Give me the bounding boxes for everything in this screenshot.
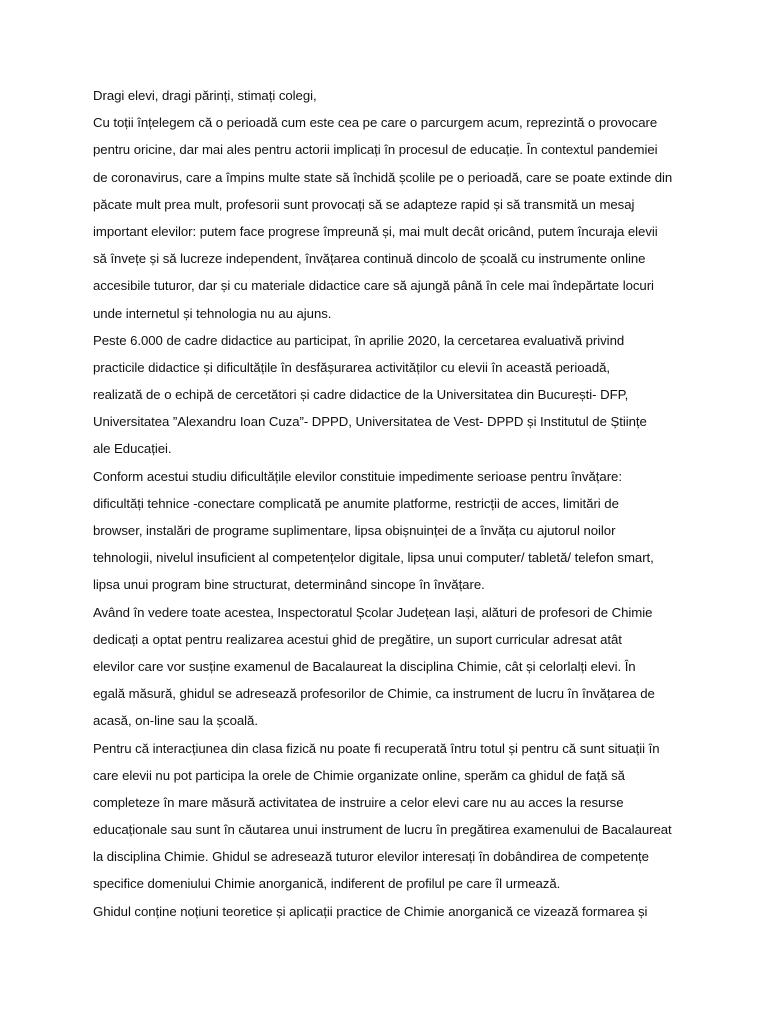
text-line: Având în vedere toate acestea, Inspectoratul Școlar Județean Iași, alături de profesori de Chimie: [93, 604, 653, 620]
text-line: pentru oricine, dar mai ales pentru actorii implicați în procesul de educație. În contextul pandemiei: [93, 142, 658, 158]
text-line: practicile didactice și dificultățile în desfășurarea activităților cu elevii în această perioadă,: [93, 359, 611, 375]
text-line: educaționale sau sunt în căutarea unui instrument de lucru în pregătirea examenului de Bacalaureat: [93, 822, 672, 838]
text-line: la disciplina Chimie. Ghidul se adresează tuturor elevilor interesați în dobândirea de competențe: [93, 849, 649, 865]
text-line: tehnologii, nivelul insuficient al competențelor digitale, lipsa unui computer/ tabletă/ telefon smart,: [93, 550, 654, 566]
text-line: browser, instalări de programe suplimentare, lipsa obișnuinței de a învăța cu ajutorul noilor: [93, 523, 616, 538]
text-line: Cu toții înțelegem că o perioadă cum este cea pe care o parcurgem acum, reprezintă o provocare: [93, 115, 658, 131]
text-line: Ghidul conține noțiuni teoretice și aplicații practice de Chimie anorganică ce vizează formarea și: [93, 903, 648, 919]
text-line: important elevilor: putem face progrese împreună și, mai mult decât oricând, putem încuraja elevii: [93, 223, 658, 239]
text-line: Peste 6.000 de cadre didactice au participat, în aprilie 2020, la cercetarea evaluativă privind: [93, 332, 625, 348]
text-line: lipsa unui program bine structurat, determinând sincope în învățare.: [93, 577, 485, 593]
text-line: ale Educației.: [93, 441, 172, 457]
text-line: de coronavirus, care a împins multe state să închidă școlile pe o perioadă, care se poate extinde din: [93, 169, 673, 185]
text-line: acasă, on-line sau la școală.: [93, 713, 258, 729]
text-line: accesibile tuturor, dar și cu materiale didactice care să ajungă până în cele mai îndepărtate locuri: [93, 278, 654, 294]
text-line: Conform acestui studiu dificultățile elevilor constituie impedimente serioase pentru învățare:: [93, 468, 622, 484]
text-line: Pentru că interacțiunea din clasa fizică nu poate fi recuperată întru totul și pentru că sunt situații în: [93, 740, 660, 756]
text-line: dificultăți tehnice -conectare complicată pe anumite platforme, restricții de acces, limitări de: [93, 495, 619, 511]
text-line: elevilor care vor susține examenul de Bacalaureat la disciplina Chimie, cât și celorlalți elevi. În: [93, 658, 636, 674]
text-line: care elevii nu pot participa la orele de Chimie organizate online, sperăm ca ghidul de față să: [93, 767, 625, 783]
text-line: completeze în mare măsură activitatea de instruire a celor elevi care nu au acces la resurse: [93, 794, 624, 810]
text-line: specifice domeniului Chimie anorganică, indiferent de profilul pe care îl urmează.: [93, 876, 561, 892]
text-line: să învețe și să lucreze independent, învățarea continuă dincolo de școală cu instrumente online: [93, 251, 646, 267]
text-line: realizată de o echipă de cercetători și cadre didactice de la Universitatea din București- DFP,: [93, 387, 629, 403]
text-line: Universitatea ”Alexandru Ioan Cuza”- DPPD, Universitatea de Vest- DPPD și Institutul de Științe: [93, 414, 647, 430]
text-line: unde internetul și tehnologia nu au ajuns.: [93, 305, 332, 321]
text-line: Dragi elevi, dragi părinți, stimați colegi,: [93, 88, 317, 103]
text-line: dedicați a optat pentru realizarea acestui ghid de pregătire, un suport curricular adresat atât: [93, 631, 622, 647]
text-line: egală măsură, ghidul se adresează profesorilor de Chimie, ca instrument de lucru în învățarea de: [93, 686, 655, 702]
text-line: păcate mult prea mult, profesorii sunt provocați să se adapteze rapid și să transmită un mesaj: [93, 196, 635, 212]
